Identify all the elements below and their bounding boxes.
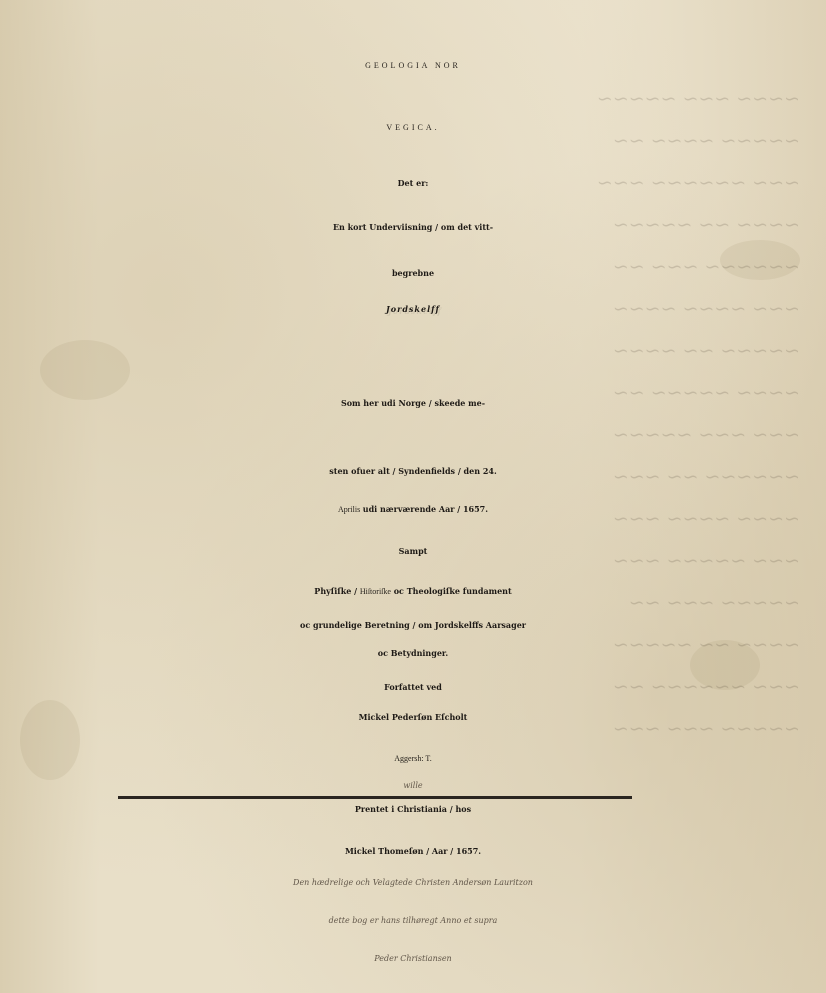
text-jordskelff: Jordskelff	[386, 304, 440, 314]
text-physiske: Phyſiſke /	[314, 586, 360, 596]
paper-stain	[40, 340, 130, 400]
text-begrebne: begrebne	[391, 268, 435, 278]
text-aprilis: Aprilis	[337, 505, 361, 514]
handwriting-line-1: Den hædrelige och Velagtede Christen Andersøn Lauritzon	[293, 878, 533, 887]
divider-rule	[118, 796, 632, 799]
text-historiske: Hiſtoriſke	[359, 587, 391, 596]
title-line-1: GEOLOGIA NOR	[365, 61, 461, 70]
text-beretning: oc grundelige Beretning / om Jordskelffs Aarsager	[299, 620, 526, 630]
text-author-name: Mickel Pederſøn Eſcholt	[358, 712, 468, 722]
text-som-her: Som her udi Norge / skeede me-	[340, 398, 486, 408]
title-line-2: VEGICA.	[386, 123, 440, 132]
handwriting-line-3: Peder Christiansen	[374, 954, 452, 963]
text-betydninger: oc Betydninger.	[377, 648, 449, 658]
text-aprilis-line	[0, 504, 826, 514]
text-underviisning: En kort Underviisning / om det vitt-	[332, 222, 494, 232]
handwriting-line-2: dette bog er hans tilhøregt Anno et supra	[328, 916, 498, 925]
text-udi-aar: udi nærværende Aar / 1657.	[362, 504, 489, 514]
text-printer: Mickel Thomeſøn / Aar / 1657.	[344, 846, 482, 856]
show-through-text: ~~~~ ~~~ ~~~~~ ~~~~~ ~~~~ ~~ ~~~ ~~~~~~ ~~~ ~~~~ ~~ ~~~~~ ~~~~~~ ~~~ ~~ ~~~ ~~~~ ~~~~ ~~~~~ ~~ ~~~~ ~~~~ ~~~~~ ~~ ~~~ ~~~ ~~~~~ ~~~~~~ ~~ ~~~ ~~~~ ~~~~ ~~~ ~~~ ~~~~~ ~~~ ~~~~~ ~~~ ~~ ~~~~ ~~ ~~~~~ ~~~ ~~~~~~ ~~ ~~~~~ ~~~ ~~~	[596, 88, 800, 740]
text-det-er: Det er:	[397, 178, 429, 188]
text-sampt: Sampt	[398, 546, 428, 556]
text-prentet: Prentet i Christiania / hos	[354, 804, 472, 814]
text-aggersh: Aggersh: T.	[394, 754, 432, 763]
text-theologiske: oc Theologiſke fundament	[390, 586, 512, 596]
handwriting-wille: wille	[403, 781, 423, 790]
text-physiske-line	[0, 586, 826, 596]
text-forfattet: Forfattet ved	[384, 682, 442, 692]
text-sten-ofuer: sten ofuer alt / Syndenfields / den 24.	[329, 466, 497, 476]
